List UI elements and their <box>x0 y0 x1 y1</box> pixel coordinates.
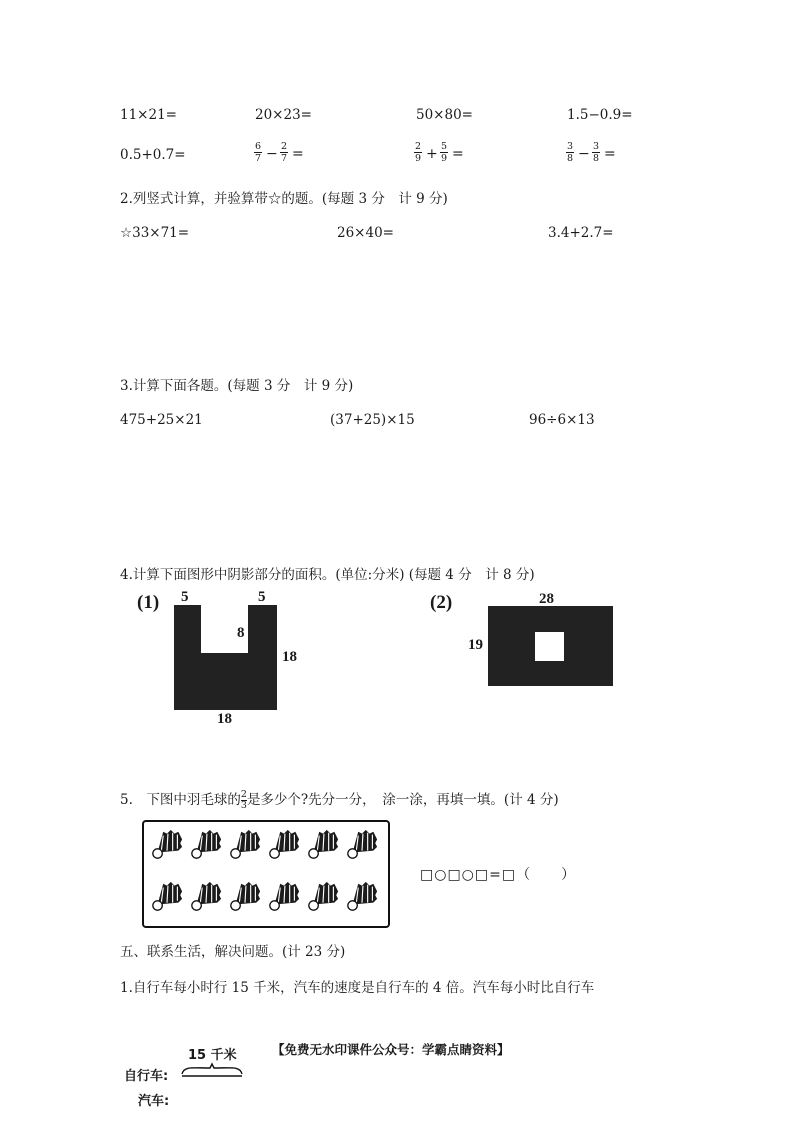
shuttlecock-icon <box>345 828 379 862</box>
numerator: 6 <box>255 141 262 152</box>
denominator: 7 <box>281 153 288 164</box>
shuttlecock-icon <box>306 828 340 862</box>
numerator: 2 <box>240 789 247 800</box>
shuttlecock-icon <box>306 880 340 914</box>
shuttlecock-icon <box>267 880 301 914</box>
figure-1-label: (1) <box>137 592 160 613</box>
shuttlecock-icon <box>345 880 379 914</box>
numerator: 5 <box>441 141 448 152</box>
fraction <box>254 141 262 164</box>
calc-4: 1.5−0.9= <box>567 107 633 123</box>
title-post: 是多少个?先分一分， 涂一涂，再填一填。(计 4 分) <box>246 792 559 808</box>
fraction <box>592 141 600 164</box>
calc-1: 11×21= <box>120 107 177 123</box>
calc-3: 50×80= <box>416 107 473 123</box>
question-5-title <box>120 788 559 811</box>
q2-item-2: 26×40= <box>337 225 394 241</box>
fraction <box>440 141 448 164</box>
numerator: 2 <box>415 141 422 152</box>
segment-length-label: 15 千米 <box>188 1048 237 1063</box>
calc-2: 20×23= <box>255 107 312 123</box>
equals: = <box>292 146 304 162</box>
inner-square <box>535 632 564 661</box>
dim-bottom: 18 <box>217 711 232 727</box>
denominator: 9 <box>441 153 448 164</box>
shuttlecock-icon <box>189 828 223 862</box>
shuttlecock-icon <box>150 828 184 862</box>
shuttlecock-icon <box>228 828 262 862</box>
title-pre: 5. 下图中羽毛球的 <box>120 792 241 808</box>
numerator: 3 <box>593 141 600 152</box>
denominator: 8 <box>567 153 574 164</box>
q2-item-3: 3.4+2.7= <box>548 225 614 241</box>
operator: − <box>578 146 590 162</box>
q3-item-2: (37+25)×15 <box>330 412 415 428</box>
dim-left: 19 <box>468 637 483 653</box>
denominator: 3 <box>240 800 247 811</box>
dim-inner: 8 <box>237 625 245 641</box>
fraction <box>280 141 288 164</box>
bike-segment <box>180 1072 244 1080</box>
question-2-title: 2.列竖式计算，并验算带☆的题。(每题 3 分 计 9 分) <box>120 191 448 207</box>
dim-top-right: 5 <box>258 589 266 605</box>
numerator: 2 <box>281 141 288 152</box>
shuttlecock-icon <box>189 880 223 914</box>
shuttlecock-icon <box>267 828 301 862</box>
section-5-question-1: 1.自行车每小时行 15 千米，汽车的速度是自行车的 4 倍。汽车每小时比自行车 <box>120 980 595 996</box>
u-shape <box>174 605 277 710</box>
car-label: 汽车: <box>138 1094 170 1109</box>
bike-label: 自行车: <box>124 1069 169 1084</box>
calc-5: 0.5+0.7= <box>120 147 186 163</box>
footer-note: 【免费无水印课件公众号：学霸点睛资料】 <box>272 1042 510 1057</box>
q3-item-1: 475+25×21 <box>120 412 203 428</box>
question-3-title: 3.计算下面各题。(每题 3 分 计 9 分) <box>120 378 354 394</box>
equals: = <box>452 146 464 162</box>
denominator: 8 <box>593 153 600 164</box>
dim-right: 18 <box>282 649 297 665</box>
numerator: 3 <box>567 141 574 152</box>
u-shape-figure <box>174 605 278 711</box>
equals: = <box>604 146 616 162</box>
q2-item-1: ☆33×71= <box>120 225 190 241</box>
shuttlecock-icon <box>150 880 184 914</box>
figure-2-label: (2) <box>430 592 453 613</box>
operator: + <box>426 146 438 162</box>
fraction <box>414 141 422 164</box>
denominator: 9 <box>415 153 422 164</box>
question-4-title: 4.计算下面图形中阴影部分的面积。(单位:分米) (每题 4 分 计 8 分) <box>120 567 535 583</box>
dim-top: 28 <box>539 591 554 607</box>
rect-hole-figure <box>488 606 614 687</box>
denominator: 7 <box>255 153 262 164</box>
shuttlecock-icon <box>228 880 262 914</box>
section-5-title: 五、联系生活，解决问题。(计 23 分) <box>120 944 346 960</box>
fraction <box>566 141 574 164</box>
fill-equation[interactable]: □○□○□=□（ ） <box>420 867 577 883</box>
dim-top-left: 5 <box>181 589 189 605</box>
q3-item-3: 96÷6×13 <box>529 412 595 428</box>
operator: − <box>266 146 278 162</box>
